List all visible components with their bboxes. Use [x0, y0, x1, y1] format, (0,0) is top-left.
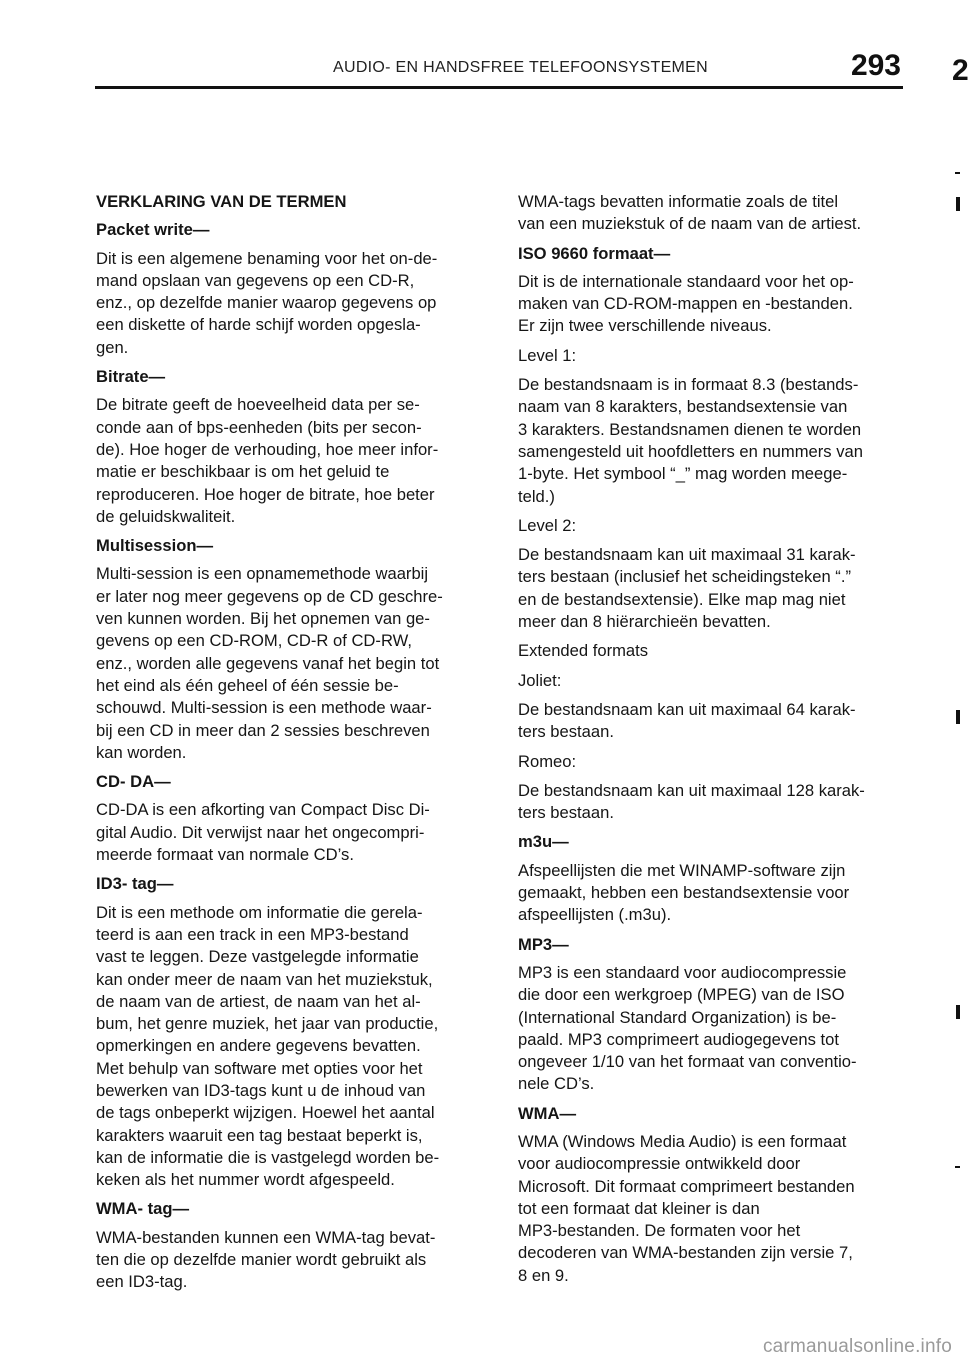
text-line: bum, het genre muziek, het jaar van productie,: [96, 1014, 439, 1034]
definition-packet-write: [96, 248, 488, 359]
definition-iso-9660: [518, 271, 910, 338]
text-line: Microsoft. Dit formaat comprimeert bestanden: [518, 1176, 855, 1196]
edge-tick: [955, 172, 960, 174]
edge-mark: [956, 1005, 960, 1019]
text-line: Dit is een algemene benaming voor het on‑de‑: [96, 248, 438, 268]
definition-wma: [518, 1131, 910, 1287]
text-line: samengesteld uit hoofdletters en nummers van: [518, 441, 863, 461]
text-line: meer dan 8 hiërarchieën bevatten.: [518, 612, 771, 632]
term-id3-tag: ID3‑ tag—: [96, 874, 174, 894]
text-line: WMA‑tags bevatten informatie zoals de titel: [518, 192, 839, 211]
edge-tick: [955, 1166, 960, 1168]
text-line: van een muziekstuk of de naam van de artiest.: [518, 214, 862, 234]
text-line: de). Hoe hoger de verhouding, hoe meer infor‑: [96, 439, 439, 459]
page-header: [95, 49, 903, 87]
text-line: MP3‑bestanden. De formaten voor het: [518, 1221, 801, 1241]
level-2-label: Level 2:: [518, 515, 577, 535]
text-line: ongeveer 1/10 van het formaat van conventio‑: [518, 1052, 857, 1072]
text-line: maken van CD‑ROM‑mappen en ‑bestanden.: [518, 294, 853, 314]
term-mp3: MP3—: [518, 934, 569, 954]
term-bitrate: Bitrate—: [96, 367, 166, 387]
text-line: Multi‑session is een opnamemethode waarbij: [96, 564, 429, 584]
text-line: MP3 is een standaard voor audiocompressie: [518, 962, 847, 982]
text-line: die door een werkgroep (MPEG) van de ISO: [518, 985, 845, 1005]
text-line: paald. MP3 comprimeert audiogegevens tot: [518, 1029, 839, 1049]
text-line: ten die op dezelfde manier wordt gebruikt als: [96, 1250, 427, 1270]
text-line: Dit is een methode om informatie die gerela‑: [96, 902, 423, 922]
text-line: nele CD’s.: [518, 1074, 595, 1094]
edge-mark: [956, 197, 960, 211]
text-line: 1‑byte. Het symbool “_” mag worden meege‑: [518, 464, 848, 484]
section-heading: VERKLARING VAN DE TERMEN: [96, 192, 347, 211]
extended-formats-label: Extended formats: [518, 641, 649, 661]
text-line: bij een CD in meer dan 2 sessies beschreven: [96, 720, 430, 740]
text-line: vast te leggen. Deze vastgelegde informatie: [96, 947, 419, 967]
text-line: karakters waaruit een tag bestaat beperkt is,: [96, 1125, 423, 1145]
text-line: Er zijn twee verschillende niveaus.: [518, 316, 772, 336]
text-line: conde aan of bps‑eenheden (bits per secon‑: [96, 417, 422, 437]
definition-wma-tag: [96, 1227, 488, 1294]
text-line: teld.): [518, 486, 555, 506]
page-number: 293: [850, 49, 901, 82]
edge-page-char: 2: [952, 54, 969, 87]
text-line: afspeellijsten (.m3u).: [518, 905, 672, 925]
text-line: tot een formaat dat kleiner is dan: [518, 1198, 760, 1218]
term-packet-write: Packet write—: [96, 220, 210, 240]
text-line: ters bestaan.: [518, 722, 614, 742]
text-line: reproduceren. Hoe hoger de bitrate, hoe beter: [96, 484, 435, 504]
text-line: teerd is aan een track in een MP3‑bestand: [96, 924, 409, 944]
left-column: [96, 191, 488, 1301]
text-line: ven kunnen worden. Bij het opnemen van ge‑: [96, 609, 430, 629]
text-line: CD‑DA is een afkorting van Compact Disc Di‑: [96, 800, 430, 820]
text-line: het eind als één geheel of één sessie be‑: [96, 675, 399, 695]
text-line: De bestandsnaam kan uit maximaal 128 karak‑: [518, 780, 865, 800]
text-line: er later nog meer gegevens op de CD geschre‑: [96, 586, 443, 606]
edge-mark: [956, 710, 960, 724]
romeo-description: [518, 780, 910, 825]
text-line: enz., worden alle gegevens vanaf het begin tot: [96, 653, 440, 673]
right-column: [518, 191, 910, 1294]
wma-tag-continuation: [518, 191, 910, 236]
term-multisession: Multisession—: [96, 536, 214, 556]
text-line: de geluidskwaliteit.: [96, 506, 236, 526]
footer-watermark: carmanualsonline.info: [762, 1336, 952, 1357]
definition-multisession: [96, 563, 488, 764]
text-line: Dit is de internationale standaard voor het op‑: [518, 271, 854, 291]
text-line: schouwd. Multi‑session is een methode waar‑: [96, 698, 432, 718]
text-line: de naam van de artiest, de naam van het al‑: [96, 991, 421, 1011]
definition-bitrate: [96, 394, 488, 528]
text-line: meerde formaat van normale CD’s.: [96, 845, 354, 865]
text-line: De bestandsnaam kan uit maximaal 31 karak‑: [518, 545, 856, 565]
text-line: kan de informatie die is vastgelegd worden be‑: [96, 1147, 440, 1167]
text-line: 3 karakters. Bestandsnamen dienen te worden: [518, 419, 862, 439]
text-line: 8 en 9.: [518, 1265, 569, 1285]
text-line: voor audiocompressie ontwikkeld door: [518, 1154, 801, 1174]
text-line: De bestandsnaam is in formaat 8.3 (bestands‑: [518, 375, 859, 395]
definition-mp3: [518, 962, 910, 1096]
term-m3u: m3u—: [518, 832, 569, 852]
text-line: ters bestaan.: [518, 803, 614, 823]
level-1-description: [518, 374, 910, 508]
text-line: gevens op een CD‑ROM, CD‑R of CD‑RW,: [96, 631, 412, 651]
text-line: Afspeellijsten die met WINAMP‑software zijn: [518, 860, 846, 880]
header-rule: [95, 86, 903, 89]
term-wma-tag: WMA‑ tag—: [96, 1199, 190, 1219]
text-line: WMA‑bestanden kunnen een WMA‑tag bevat‑: [96, 1227, 436, 1247]
text-line: gital Audio. Dit verwijst naar het ongecompri‑: [96, 822, 425, 842]
text-line: De bestandsnaam kan uit maximaal 64 karak‑: [518, 699, 856, 719]
text-line: WMA (Windows Media Audio) is een formaat: [518, 1131, 847, 1151]
text-line: kan onder meer de naam van het muziekstuk,: [96, 969, 433, 989]
text-line: matie er beschikbaar is om het geluid te: [96, 462, 390, 482]
text-line: de tags onbeperkt wijzigen. Hoewel het aantal: [96, 1103, 435, 1123]
text-line: bewerken van ID3‑tags kunt u de inhoud van: [96, 1080, 426, 1100]
text-line: De bitrate geeft de hoeveelheid data per se‑: [96, 395, 420, 415]
term-iso-9660: ISO 9660 formaat—: [518, 243, 671, 263]
joliet-description: [518, 699, 910, 744]
text-line: Met behulp van software met opties voor het: [96, 1058, 423, 1078]
text-line: een ID3‑tag.: [96, 1272, 188, 1292]
text-line: een diskette of harde schijf worden opgesla‑: [96, 315, 421, 335]
text-line: decoderen van WMA‑bestanden zijn versie 7,: [518, 1243, 853, 1263]
romeo-label: Romeo:: [518, 751, 577, 771]
text-line: mand opslaan van gegevens op een CD‑R,: [96, 270, 415, 290]
definition-cd-da: [96, 799, 488, 866]
term-wma: WMA—: [518, 1103, 577, 1123]
term-cd-da: CD‑ DA—: [96, 772, 171, 792]
text-line: en de bestandsextensie). Elke map mag niet: [518, 589, 846, 609]
text-line: opmerkingen en andere gegevens bevatten.: [96, 1036, 421, 1056]
definition-m3u: [518, 860, 910, 927]
text-line: (International Standard Organization) is be‑: [518, 1007, 837, 1027]
text-line: keken als het nummer wordt afgespeeld.: [96, 1170, 395, 1190]
text-line: naam van 8 karakters, bestandsextensie van: [518, 397, 848, 417]
header-title: AUDIO- EN HANDSFREE TELEFOONSYSTEMEN: [333, 59, 709, 76]
text-line: gen.: [96, 337, 129, 357]
text-line: kan worden.: [96, 742, 187, 762]
joliet-label: Joliet:: [518, 670, 562, 690]
text-line: ters bestaan (inclusief het scheidingsteken “.”: [518, 567, 851, 587]
text-line: enz., op dezelfde manier waarop gegevens op: [96, 293, 437, 313]
text-line: gemaakt, hebben een bestandsextensie voor: [518, 883, 850, 903]
level-1-label: Level 1:: [518, 345, 577, 365]
level-2-description: [518, 544, 910, 633]
definition-id3-tag: [96, 902, 488, 1192]
